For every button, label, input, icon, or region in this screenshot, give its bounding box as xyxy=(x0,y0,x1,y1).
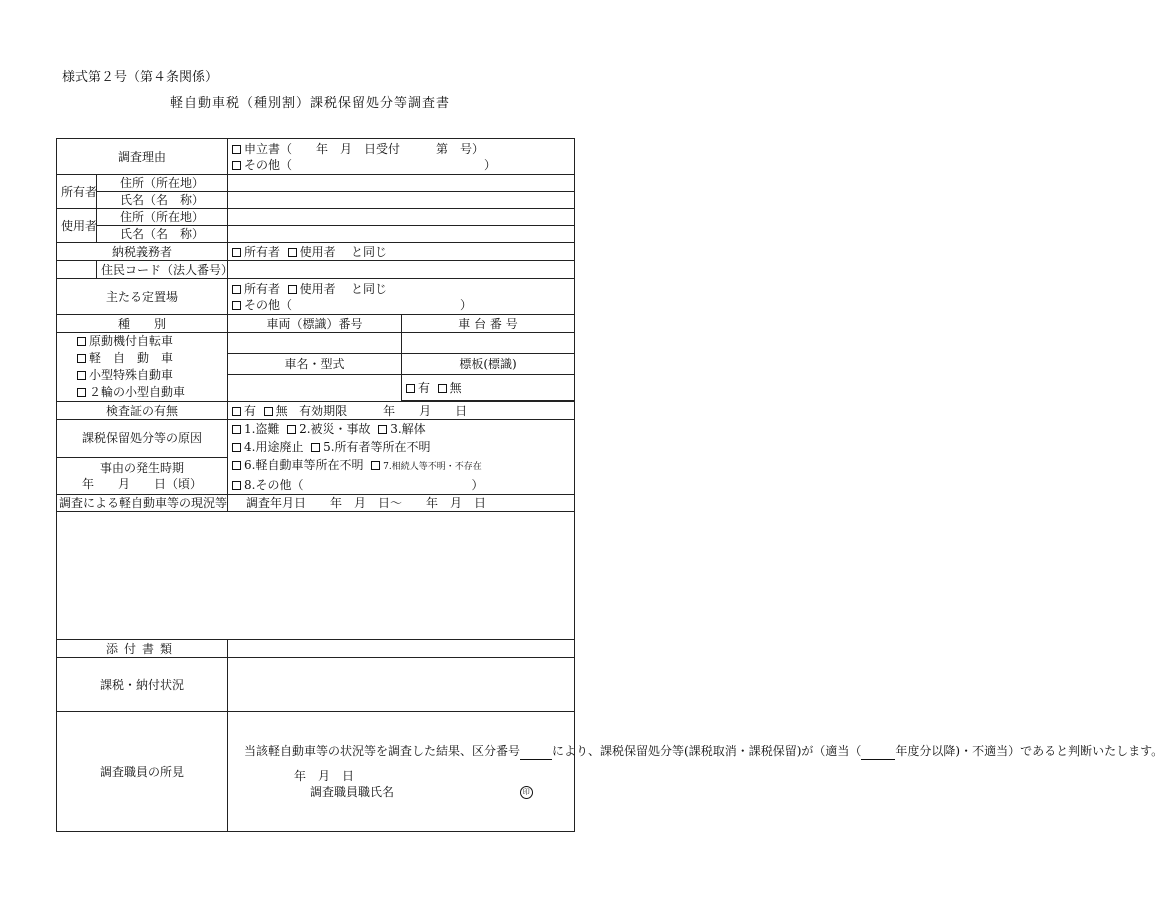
checkbox[interactable] xyxy=(232,301,241,310)
model-field[interactable] xyxy=(228,375,402,402)
checkbox[interactable] xyxy=(232,443,241,452)
opinion-cell xyxy=(228,712,1163,832)
opinion-label: 調査職員の所見 xyxy=(57,712,228,832)
checkbox[interactable] xyxy=(287,425,296,434)
signature-label: 調査職員職氏名 xyxy=(310,785,395,799)
attachments-field[interactable] xyxy=(228,640,575,658)
checkbox[interactable] xyxy=(77,337,86,346)
tax-status-label: 課税・納付状況 xyxy=(57,658,228,712)
checkbox[interactable] xyxy=(232,425,241,434)
checkbox[interactable] xyxy=(232,248,241,257)
form-number: 様式第２号（第４条関係） xyxy=(62,70,219,85)
user-group-label: 使用者 xyxy=(57,209,97,243)
plate-label: 標板(標識) xyxy=(402,354,575,375)
inspection-label: 検査証の有無 xyxy=(57,402,228,420)
reason-options: 申立書（ 年 月 日受付 第 号） その他（ ） xyxy=(228,139,575,175)
checkbox[interactable] xyxy=(264,407,273,416)
owner-address-label: 住所（所在地） xyxy=(97,175,228,192)
seal-mark: 印 xyxy=(520,786,533,799)
vehicle-type-label: 種 別 xyxy=(57,315,228,333)
resident-code-field[interactable] xyxy=(228,261,575,279)
checkbox[interactable] xyxy=(371,461,380,470)
cause-options: 1.盗難 2.被災・事故 3.解体 4.用途廃止 5.所有者等所在不明 6.軽自動車等所在不明 7.相続人等不明・不存在 8.その他（ ） xyxy=(228,420,575,495)
inspection-options: 有 無 有効期限 年 月 日 xyxy=(228,402,575,420)
tax-status-field[interactable] xyxy=(228,658,575,712)
checkbox[interactable] xyxy=(288,248,297,257)
plate-number-label: 車両（標識）番号 xyxy=(228,315,402,333)
checkbox[interactable] xyxy=(232,407,241,416)
plate-options: 有 無 xyxy=(402,375,575,401)
resident-code-label: 住民コード（法人番号） xyxy=(97,261,228,279)
user-address-label: 住所（所在地） xyxy=(97,209,228,226)
document-title: 軽自動車税（種別割）課税保留処分等調査書 xyxy=(170,96,451,111)
chassis-number-label: 車 台 番 号 xyxy=(402,315,575,333)
storage-options: 所有者 使用者 と同じ その他（ ） xyxy=(228,279,575,315)
user-address-field[interactable] xyxy=(228,209,575,226)
user-name-label: 氏名（名 称） xyxy=(97,226,228,243)
checkbox[interactable] xyxy=(232,481,241,490)
reason-label: 調査理由 xyxy=(57,139,228,175)
storage-label: 主たる定置場 xyxy=(57,279,228,315)
section-number-blank[interactable] xyxy=(520,743,552,760)
opinion-text-c: 年度分以降)・不適当）であると判断いたします。 xyxy=(895,744,1163,758)
owner-name-field[interactable] xyxy=(228,192,575,209)
signature-line xyxy=(232,784,570,800)
survey-form-table xyxy=(56,138,1163,832)
checkbox[interactable] xyxy=(232,145,241,154)
checkbox[interactable] xyxy=(438,384,447,393)
taxpayer-label: 納税義務者 xyxy=(57,243,228,261)
survey-period: 調査年月日 年 月 日〜 年 月 日 xyxy=(228,495,575,512)
occurrence-cell xyxy=(57,457,228,495)
vehicle-type-options: 原動機付自転車 軽 自 動 車 小型特殊自動車 ２輪の小型自動車 xyxy=(57,333,228,402)
checkbox[interactable] xyxy=(232,161,241,170)
checkbox[interactable] xyxy=(77,354,86,363)
model-label: 車名・型式 xyxy=(228,354,402,375)
owner-group-label: 所有者 xyxy=(57,175,97,209)
plate-number-field[interactable] xyxy=(228,333,402,354)
opinion-text-b: により、課税保留処分等(課税取消・課税保留)が（適当（ xyxy=(552,744,862,758)
occurrence-label: 事由の発生時期 xyxy=(100,460,185,475)
user-name-field[interactable] xyxy=(228,226,575,243)
survey-details-field[interactable] xyxy=(57,512,575,640)
opinion-date: 年 月 日 xyxy=(294,769,355,783)
chassis-number-field[interactable] xyxy=(402,333,575,354)
owner-name-label: 氏名（名 称） xyxy=(97,192,228,209)
checkbox[interactable] xyxy=(232,285,241,294)
checkbox[interactable] xyxy=(232,461,241,470)
fiscal-year-blank[interactable] xyxy=(861,743,895,760)
checkbox[interactable] xyxy=(311,443,320,452)
checkbox[interactable] xyxy=(77,388,86,397)
checkbox[interactable] xyxy=(378,425,387,434)
cause-label: 課税保留処分等の原因 xyxy=(57,420,228,458)
opinion-text-a: 当該軽自動車等の状況等を調査した結果、区分番号 xyxy=(244,744,521,758)
survey-label: 調査による軽自動車等の現況等 xyxy=(57,495,228,512)
owner-address-field[interactable] xyxy=(228,175,575,192)
attachments-label: 添付書類 xyxy=(57,640,228,658)
taxpayer-indent-cell xyxy=(57,261,97,279)
taxpayer-options: 所有者 使用者 と同じ xyxy=(228,243,575,261)
checkbox[interactable] xyxy=(406,384,415,393)
checkbox[interactable] xyxy=(77,371,86,380)
checkbox[interactable] xyxy=(288,285,297,294)
occurrence-date: 年 月 日（頃） xyxy=(82,476,203,491)
